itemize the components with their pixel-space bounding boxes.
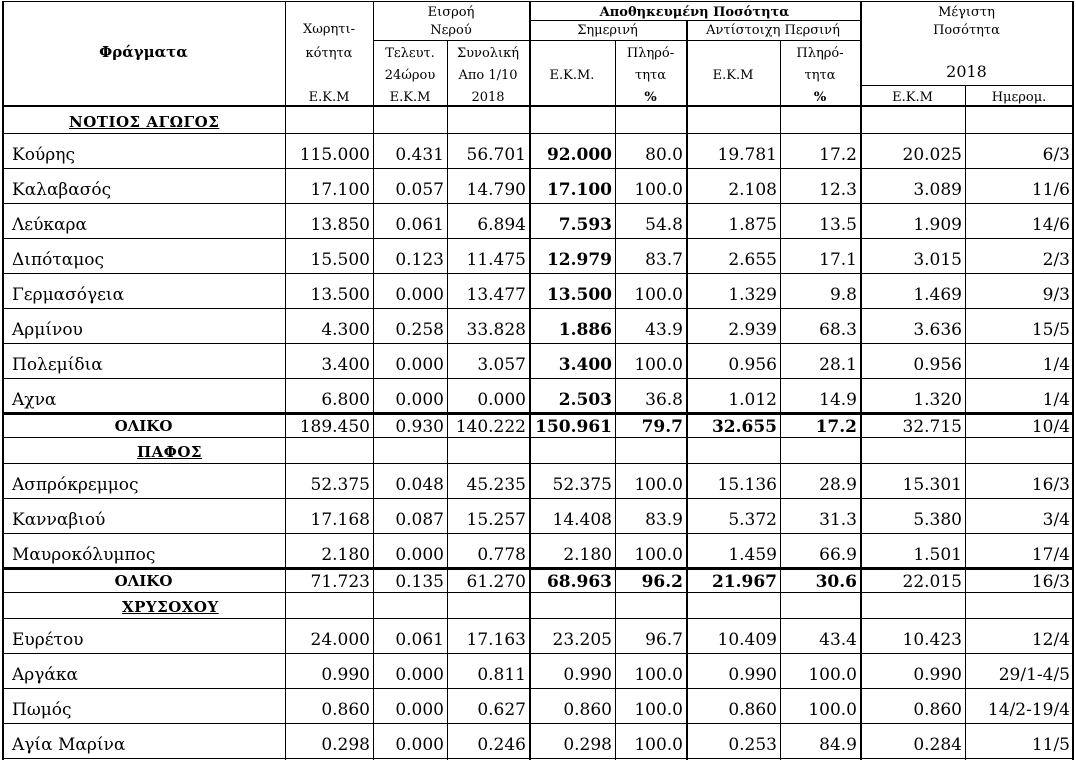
cell-date: 1/4 (1042, 355, 1070, 375)
cell-in24: 0.057 (395, 180, 444, 200)
row-divider (2, 568, 1073, 569)
cell-todaypct: 54.8 (645, 215, 683, 235)
cell-lypct: 66.9 (819, 545, 857, 565)
cell-cap: 0.860 (321, 700, 370, 720)
cell-intot: 13.477 (466, 285, 526, 305)
cell-in24: 0.000 (395, 285, 444, 305)
dam-name: Πολεμίδια (12, 355, 103, 375)
cell-cap: 52.375 (310, 475, 370, 495)
cell-lypct: 28.1 (819, 355, 857, 375)
cell-todaypct: 100.0 (634, 285, 683, 305)
cell-today: 12.979 (546, 250, 612, 270)
cell-intot: 56.701 (466, 145, 526, 165)
cell-ly: 5.372 (728, 510, 777, 530)
cell-today: 0.860 (563, 700, 612, 720)
cell-ly: 1.875 (728, 215, 777, 235)
max-header: Μέγιστη (938, 5, 995, 20)
cell-todaypct: 83.9 (645, 510, 683, 530)
capacity-header: κότητα (305, 46, 353, 61)
cell-todaypct: 100.0 (634, 665, 683, 685)
cell-intot: 0.000 (477, 390, 526, 410)
total-label: ΟΛΙΚΟ (114, 572, 173, 590)
cell-todaypct: 83.7 (645, 250, 683, 270)
cell-max: 0.990 (913, 665, 962, 685)
cell-max: 3.636 (913, 320, 962, 340)
inflow-total-header: Συνολική (456, 46, 520, 61)
section-title: ΧΡΥΣΟΧΟΥ (122, 598, 219, 616)
cell-in24: 0.431 (395, 145, 444, 165)
max-year: 2018 (946, 62, 987, 81)
cell-today: 0.298 (563, 735, 612, 755)
cell-intot: 14.790 (466, 180, 526, 200)
dam-name: Γερμασόγεια (12, 285, 125, 305)
row-divider (373, 40, 529, 41)
max-date-header: Ημερομ. (991, 90, 1047, 105)
total-ly: 32.655 (711, 417, 777, 437)
cell-max: 1.320 (913, 390, 962, 410)
cell-in24: 0.000 (395, 355, 444, 375)
cell-in24: 0.000 (395, 390, 444, 410)
cell-todaypct: 100.0 (634, 700, 683, 720)
cell-max: 3.015 (913, 250, 962, 270)
cell-lypct: 68.3 (819, 320, 857, 340)
row-divider (2, 592, 1073, 593)
cell-cap: 2.180 (321, 545, 370, 565)
cell-todaypct: 100.0 (634, 545, 683, 565)
cell-cap: 13.500 (310, 285, 370, 305)
stored-today-pct: % (644, 90, 657, 105)
capacity-unit: Ε.Κ.Μ (308, 90, 350, 105)
column-divider (1072, 1, 1074, 760)
cell-intot: 3.057 (477, 355, 526, 375)
cell-intot: 45.235 (466, 475, 526, 495)
row-divider (2, 413, 1073, 414)
cell-todaypct: 36.8 (645, 390, 683, 410)
cell-date: 11/5 (1031, 735, 1070, 755)
cell-todaypct: 80.0 (645, 145, 683, 165)
cell-cap: 4.300 (321, 320, 370, 340)
cell-ly: 15.136 (717, 475, 777, 495)
cell-lypct: 17.2 (819, 145, 857, 165)
cell-in24: 0.000 (395, 545, 444, 565)
inflow-24h-header: 24ώρου (384, 68, 436, 83)
cell-max: 15.301 (902, 475, 962, 495)
row-divider (2, 378, 1073, 379)
section-title: ΠΑΦΟΣ (137, 443, 203, 461)
cell-intot: 0.811 (477, 665, 526, 685)
cell-cap: 13.850 (310, 215, 370, 235)
dam-name: Ασπρόκρεμμος (12, 475, 139, 495)
cell-max: 0.860 (913, 700, 962, 720)
total-today: 150.961 (535, 417, 612, 437)
cell-in24: 0.061 (395, 215, 444, 235)
dam-name: Μαυροκόλυμπος (12, 545, 156, 565)
dam-name: Αγία Μαρίνα (12, 735, 126, 755)
section-title: ΝΟΤΙΟΣ ΑΓΩΓΟΣ (69, 113, 220, 131)
cell-today: 2.503 (558, 390, 612, 410)
capacity-header: Χωρητι- (303, 22, 355, 37)
inflow-header: Εισροή (427, 5, 475, 20)
cell-in24: 0.000 (395, 700, 444, 720)
stored-lastyear-fill-header: Πληρό- (796, 46, 844, 61)
cell-lypct: 84.9 (819, 735, 857, 755)
column-divider (686, 20, 688, 760)
cell-date: 14/2-19/4 (987, 700, 1070, 720)
row-divider (2, 437, 1073, 438)
total-lypct: 17.2 (815, 417, 857, 437)
column-divider (2, 1, 4, 760)
cell-ly: 1.459 (728, 545, 777, 565)
row-divider (2, 723, 1073, 724)
total-todaypct: 79.7 (641, 417, 683, 437)
cell-date: 3/4 (1042, 510, 1070, 530)
row-divider (2, 238, 1073, 239)
cell-intot: 0.778 (477, 545, 526, 565)
row-divider (2, 203, 1073, 204)
cell-date: 14/6 (1031, 215, 1070, 235)
dams-column-title: Φράγματα (99, 43, 188, 61)
column-divider (780, 40, 781, 760)
column-divider (860, 1, 862, 760)
column-divider (529, 1, 531, 760)
stored-today-fill-header: Πληρό- (626, 46, 675, 61)
cell-todaypct: 100.0 (634, 735, 683, 755)
dam-name: Αργάκα (12, 665, 79, 685)
cell-in24: 0.258 (395, 320, 444, 340)
cell-cap: 15.500 (310, 250, 370, 270)
cell-today: 3.400 (558, 355, 612, 375)
cell-today: 13.500 (546, 285, 612, 305)
stored-lastyear-fill-header: τητα (804, 68, 836, 83)
cell-today: 14.408 (552, 510, 612, 530)
cell-lypct: 31.3 (819, 510, 857, 530)
cell-ly: 0.860 (728, 700, 777, 720)
dam-name: Κανναβιού (12, 510, 106, 530)
cell-in24: 0.048 (395, 475, 444, 495)
cell-todaypct: 43.9 (645, 320, 683, 340)
column-divider (965, 85, 966, 760)
dam-name: Πωμός (12, 700, 72, 720)
stored-header: Αποθηκευμένη Ποσότητα (599, 5, 790, 20)
cell-lypct: 43.4 (819, 630, 857, 650)
cell-today: 23.205 (552, 630, 612, 650)
stored-lastyear-header: Αντίστοιχη Περσινή (706, 23, 840, 38)
row-divider (2, 1, 1073, 2)
total-date: 10/4 (1031, 417, 1070, 437)
row-divider (2, 105, 1073, 107)
row-divider (529, 20, 860, 21)
stored-lastyear-unit: Ε.Κ.Μ (712, 68, 754, 83)
cell-ly: 0.956 (728, 355, 777, 375)
row-divider (2, 533, 1073, 534)
row-divider (860, 85, 1073, 86)
cell-ly: 1.329 (728, 285, 777, 305)
cell-lypct: 17.1 (819, 250, 857, 270)
cell-date: 9/3 (1042, 285, 1070, 305)
cell-max: 1.469 (913, 285, 962, 305)
cell-date: 16/3 (1031, 475, 1070, 495)
cell-ly: 2.108 (728, 180, 777, 200)
cell-cap: 6.800 (321, 390, 370, 410)
stored-lastyear-pct: % (813, 90, 827, 105)
row-divider (2, 133, 1073, 134)
cell-in24: 0.000 (395, 735, 444, 755)
cell-ly: 2.939 (728, 320, 777, 340)
stored-today-unit: Ε.Κ.Μ. (549, 68, 595, 83)
cell-date: 1/4 (1042, 390, 1070, 410)
cell-lypct: 9.8 (829, 285, 857, 305)
cell-max: 0.956 (913, 355, 962, 375)
cell-todaypct: 100.0 (634, 475, 683, 495)
cell-in24: 0.123 (395, 250, 444, 270)
cell-cap: 24.000 (310, 630, 370, 650)
cell-intot: 0.246 (477, 735, 526, 755)
stored-today-fill-header: τητα (635, 68, 666, 83)
cell-ly: 2.655 (728, 250, 777, 270)
cell-cap: 115.000 (299, 145, 370, 165)
cell-ly: 10.409 (717, 630, 777, 650)
cell-cap: 3.400 (321, 355, 370, 375)
total-lypct: 30.6 (815, 572, 857, 592)
dam-name: Αρμίνου (12, 320, 83, 340)
cell-today: 7.593 (558, 215, 612, 235)
row-divider (2, 498, 1073, 499)
cell-ly: 0.253 (728, 735, 777, 755)
cell-today: 92.000 (546, 145, 612, 165)
cell-lypct: 13.5 (819, 215, 857, 235)
inflow-24h-unit: Ε.Κ.Μ (389, 90, 431, 105)
total-ly: 21.967 (711, 572, 777, 592)
cell-ly: 0.990 (728, 665, 777, 685)
total-cap: 71.723 (310, 572, 370, 592)
total-label: ΟΛΙΚΟ (114, 417, 173, 435)
total-max: 22.015 (902, 572, 962, 592)
cell-max: 20.025 (902, 145, 962, 165)
cell-date: 2/3 (1042, 250, 1070, 270)
column-divider (285, 1, 286, 760)
cell-date: 17/4 (1031, 545, 1070, 565)
row-divider (2, 688, 1073, 689)
stored-today-header: Σημερινή (577, 23, 638, 38)
row-divider (529, 40, 860, 41)
row-divider (2, 273, 1073, 274)
cell-lypct: 100.0 (808, 665, 857, 685)
total-cap: 189.450 (299, 417, 370, 437)
cell-ly: 19.781 (717, 145, 777, 165)
cell-cap: 17.168 (310, 510, 370, 530)
total-in24: 0.930 (395, 417, 444, 437)
max-unit: Ε.Κ.Μ (892, 90, 933, 105)
cell-max: 1.501 (913, 545, 962, 565)
cell-todaypct: 100.0 (634, 355, 683, 375)
cell-todaypct: 96.7 (645, 630, 683, 650)
cell-today: 1.886 (558, 320, 612, 340)
cell-intot: 15.257 (466, 510, 526, 530)
cell-cap: 17.100 (310, 180, 370, 200)
cell-max: 0.284 (913, 735, 962, 755)
cell-lypct: 14.9 (819, 390, 857, 410)
row-divider (2, 653, 1073, 654)
cell-lypct: 100.0 (808, 700, 857, 720)
inflow-24h-header: Τελευτ. (385, 46, 435, 61)
cell-ly: 1.012 (728, 390, 777, 410)
cell-today: 2.180 (563, 545, 612, 565)
inflow-total-unit: 2018 (471, 90, 505, 105)
cell-intot: 6.894 (477, 215, 526, 235)
cell-today: 52.375 (552, 475, 612, 495)
cell-cap: 0.990 (321, 665, 370, 685)
cell-today: 0.990 (563, 665, 612, 685)
cell-todaypct: 100.0 (634, 180, 683, 200)
cell-max: 3.089 (913, 180, 962, 200)
max-header: Ποσότητα (933, 23, 1000, 38)
cell-date: 29/1-4/5 (998, 665, 1070, 685)
inflow-total-header: Απο 1/10 (458, 68, 518, 83)
dam-name: Διπόταμος (12, 250, 105, 270)
cell-in24: 0.061 (395, 630, 444, 650)
cell-cap: 0.298 (321, 735, 370, 755)
row-divider (2, 463, 1073, 464)
column-divider (373, 1, 374, 760)
dam-name: Ευρέτου (12, 630, 84, 650)
cell-max: 1.909 (913, 215, 962, 235)
cell-in24: 0.000 (395, 665, 444, 685)
cell-today: 17.100 (546, 180, 612, 200)
cell-in24: 0.087 (395, 510, 444, 530)
cell-lypct: 28.9 (819, 475, 857, 495)
total-date: 16/3 (1031, 572, 1070, 592)
row-divider (2, 343, 1073, 344)
inflow-header: Νερού (430, 23, 472, 38)
row-divider (2, 618, 1073, 619)
total-in24: 0.135 (395, 572, 444, 592)
cell-intot: 11.475 (466, 250, 526, 270)
dam-name: Κούρης (12, 145, 75, 165)
dam-name: Καλαβασός (12, 180, 112, 200)
cell-date: 6/3 (1042, 145, 1070, 165)
cell-intot: 0.627 (477, 700, 526, 720)
column-divider (447, 40, 448, 760)
cell-max: 10.423 (902, 630, 962, 650)
cell-date: 12/4 (1031, 630, 1070, 650)
total-today: 68.963 (546, 572, 612, 592)
dam-name: Λεύκαρα (12, 215, 87, 235)
cell-lypct: 12.3 (819, 180, 857, 200)
cell-date: 15/5 (1031, 320, 1070, 340)
column-divider (615, 40, 616, 760)
row-divider (2, 308, 1073, 309)
total-todaypct: 96.2 (641, 572, 683, 592)
total-max: 32.715 (902, 417, 962, 437)
total-intot: 61.270 (466, 572, 526, 592)
total-intot: 140.222 (455, 417, 526, 437)
cell-intot: 33.828 (466, 320, 526, 340)
row-divider (2, 758, 1073, 759)
cell-max: 5.380 (913, 510, 962, 530)
cell-intot: 17.163 (466, 630, 526, 650)
dam-name: Αχνα (12, 390, 57, 410)
cell-date: 11/6 (1031, 180, 1070, 200)
row-divider (2, 168, 1073, 169)
